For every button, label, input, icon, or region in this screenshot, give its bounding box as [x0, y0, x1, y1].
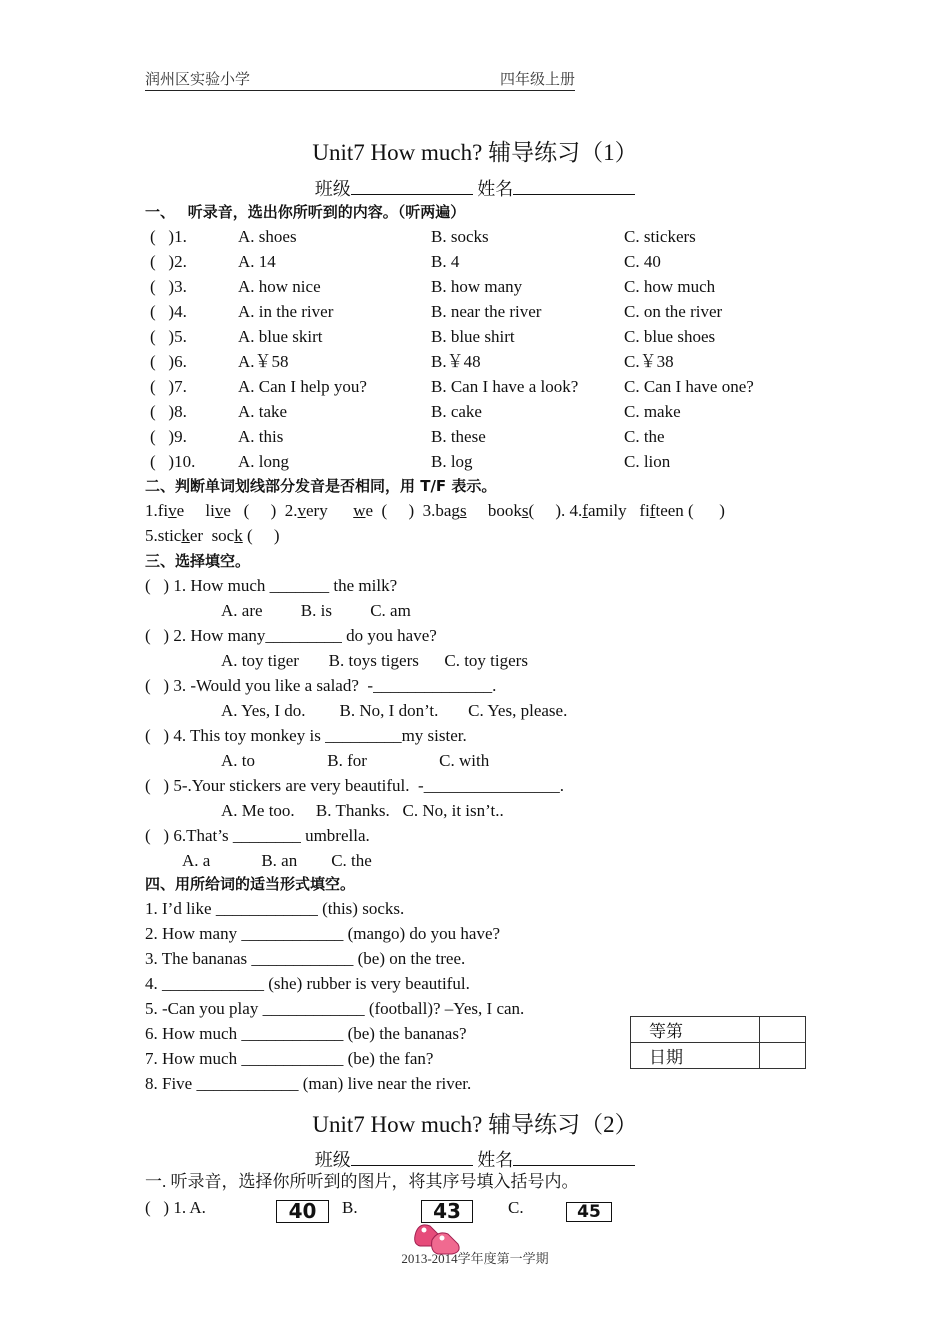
listening-option-a: A. take	[238, 402, 288, 421]
listening-option-b: B. 4	[431, 252, 460, 271]
option-b-label: B.	[342, 1198, 358, 1217]
listening-item-number: ( )1.	[150, 227, 187, 246]
exercise2-title: Unit7 How much? 辅导练习（2）	[312, 1112, 638, 1137]
choice-options: A. to B. for C. with	[221, 751, 490, 770]
choice-question: ( ) 4. This toy monkey is _________my sister.	[145, 726, 467, 745]
listening-option-c: C. how much	[624, 277, 716, 296]
listening-option-a: A. how nice	[238, 277, 321, 296]
fill-item: 7. How much ____________ (be) the fan?	[145, 1049, 434, 1068]
listening-item-number: ( )10.	[150, 452, 196, 471]
listening-option-b: B. cake	[431, 402, 482, 421]
fill-item: 5. -Can you play ____________ (football)? –Yes, I can.	[145, 999, 525, 1018]
choice-question: ( ) 3. -Would you like a salad? -______________.	[145, 676, 497, 695]
fill-item: 3. The bananas ____________ (be) on the tree.	[145, 949, 466, 968]
grade-label: 四年级上册	[499, 72, 575, 88]
listening-item-number: ( )5.	[150, 327, 187, 346]
listening-option-a: A. long	[238, 452, 289, 471]
fill-item: 4. ____________ (she) rubber is very beautiful.	[145, 974, 470, 993]
listening-option-a: A. 14	[238, 252, 276, 271]
date-cell[interactable]	[759, 1043, 805, 1069]
section4-heading: 四、用所给词的适当形式填空。	[145, 875, 356, 893]
exercise2-q1-prefix: ( ) 1. A.	[145, 1198, 206, 1217]
exercise1-title: Unit7 How much? 辅导练习（1）	[312, 140, 638, 165]
listening-option-c: C. 40	[624, 252, 661, 271]
listening-option-c: C. blue shoes	[624, 327, 716, 346]
price-picture-b: 43	[421, 1200, 473, 1223]
listening-item-number: ( )9.	[150, 427, 187, 446]
footer: 2013-2014学年度第一学期	[401, 1251, 549, 1266]
grade-table	[630, 1016, 806, 1069]
choice-options: A. a B. an C. the	[182, 851, 372, 870]
listening-option-c: C. lion	[624, 452, 671, 471]
listening-option-c: C. the	[624, 427, 665, 446]
listening-option-a: A. this	[238, 427, 284, 446]
listening-option-c: C. make	[624, 402, 681, 421]
listening-option-a: A. in the river	[238, 302, 334, 321]
name-label: 姓名	[477, 179, 514, 199]
listening-item-number: ( )3.	[150, 277, 187, 296]
price-picture-a: 40	[276, 1200, 329, 1223]
fill-item: 1. I’d like ____________ (this) socks.	[145, 899, 405, 918]
listening-option-a: A.￥58	[238, 352, 289, 371]
phonics-line-2: 5.sticker sock ( )	[145, 526, 280, 545]
choice-options: A. Me too. B. Thanks. C. No, it isn’t..	[221, 801, 504, 820]
exercise2-section1-heading: 一. 听录音，选择你所听到的图片，将其序号填入括号内。	[145, 1172, 579, 1191]
listening-option-b: B. how many	[431, 277, 523, 296]
listening-option-a: A. shoes	[238, 227, 297, 246]
school-name: 润州区实验小学	[145, 72, 251, 88]
rank-label: 等第	[631, 1017, 760, 1043]
page-header	[145, 70, 575, 91]
listening-item-number: ( )8.	[150, 402, 187, 421]
fill-item: 8. Five ____________ (man) live near the river.	[145, 1074, 472, 1093]
name-blank[interactable]	[513, 178, 635, 195]
listening-item-number: ( )4.	[150, 302, 187, 321]
fill-item: 6. How much ____________ (be) the bananas?	[145, 1024, 467, 1043]
choice-question: ( ) 1. How much _______ the milk?	[145, 576, 398, 595]
listening-item-number: ( )7.	[150, 377, 187, 396]
listening-option-c: C. Can I have one?	[624, 377, 754, 396]
listening-option-b: B.￥48	[431, 352, 481, 371]
fill-item: 2. How many ____________ (mango) do you have?	[145, 924, 501, 943]
section3-heading: 三、选择填空。	[145, 552, 251, 570]
listening-option-b: B. socks	[431, 227, 489, 246]
choice-options: A. Yes, I do. B. No, I don’t. C. Yes, please.	[221, 701, 568, 720]
listening-item-number: ( )2.	[150, 252, 187, 271]
listening-option-c: C. stickers	[624, 227, 696, 246]
rank-cell[interactable]	[759, 1017, 805, 1043]
name-blank[interactable]	[513, 1149, 635, 1166]
section2-heading: 二、判断单词划线部分发音是否相同，用 T/F 表示。	[145, 477, 497, 495]
choice-options: A. are B. is C. am	[221, 601, 411, 620]
choice-options: A. toy tiger B. toys tigers C. toy tigers	[221, 651, 528, 670]
price-picture-c: 45	[566, 1202, 612, 1222]
choice-question: ( ) 6.That’s ________ umbrella.	[145, 826, 370, 845]
option-c-label: C.	[508, 1198, 524, 1217]
class-blank[interactable]	[351, 1149, 473, 1166]
class-label: 班级	[314, 1150, 351, 1170]
exercise1-name-row	[0, 175, 950, 201]
class-blank[interactable]	[351, 178, 473, 195]
listening-option-a: A. blue skirt	[238, 327, 323, 346]
exercise2-name-row	[0, 1146, 950, 1172]
listening-item-number: ( )6.	[150, 352, 187, 371]
listening-option-b: B. log	[431, 452, 473, 471]
section1-heading: 一、 听录音，选出你所听到的内容。（听两遍）	[145, 203, 466, 221]
choice-question: ( ) 5-.Your stickers are very beautiful. -________________.	[145, 776, 564, 795]
name-label: 姓名	[477, 1150, 514, 1170]
listening-option-b: B. these	[431, 427, 486, 446]
listening-option-a: A. Can I help you?	[238, 377, 367, 396]
phonics-line-1: 1.five live ( ) 2.very we ( ) 3.bags books( ). 4.family fifteen ( )	[145, 501, 725, 520]
date-label: 日期	[631, 1043, 760, 1069]
listening-option-c: C. on the river	[624, 302, 723, 321]
choice-question: ( ) 2. How many_________ do you have?	[145, 626, 437, 645]
listening-option-b: B. near the river	[431, 302, 542, 321]
listening-option-b: B. Can I have a look?	[431, 377, 579, 396]
listening-option-c: C.￥38	[624, 352, 674, 371]
listening-option-b: B. blue shirt	[431, 327, 515, 346]
class-label: 班级	[314, 179, 351, 199]
